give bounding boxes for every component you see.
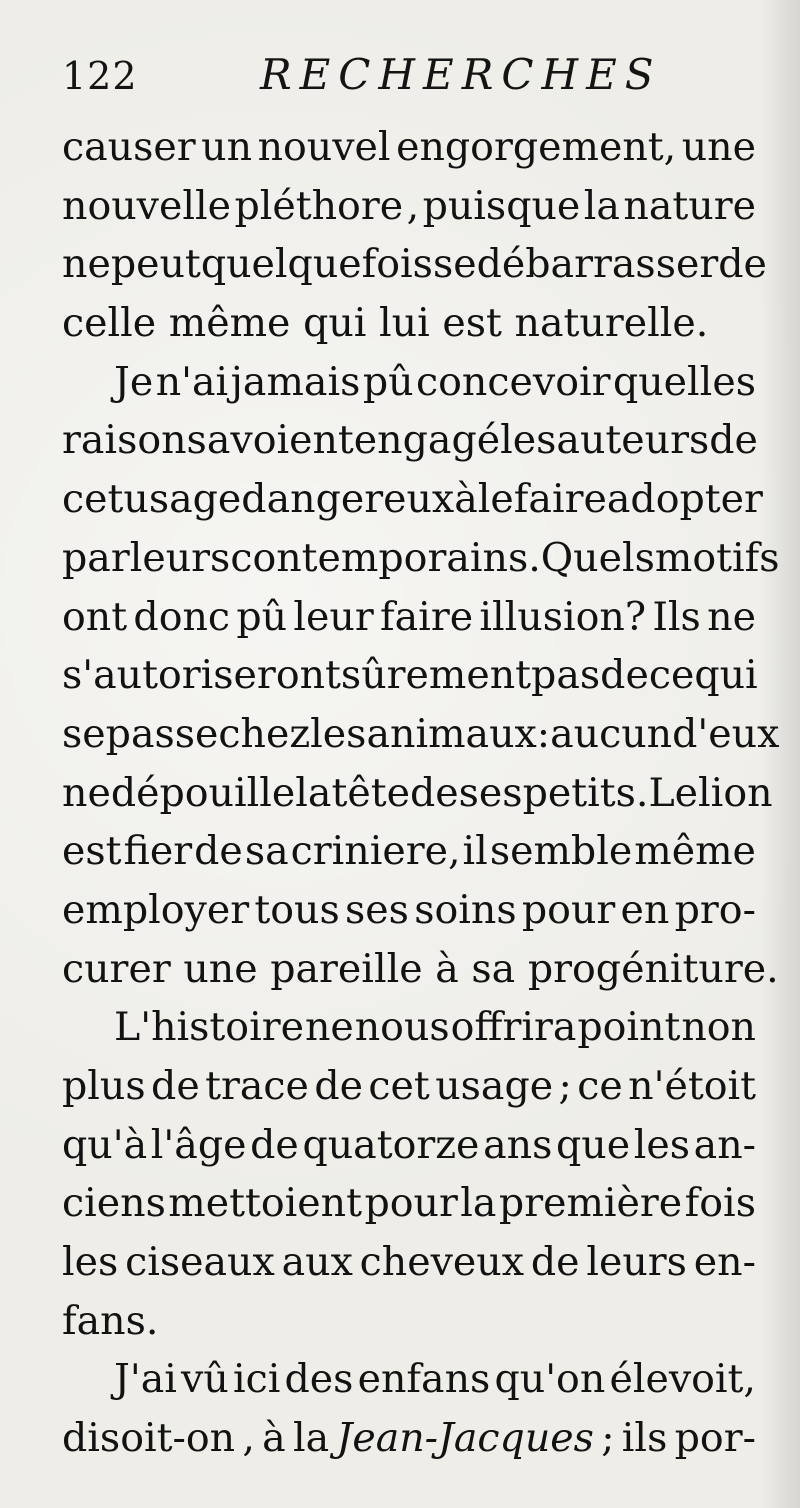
word: ciseaux <box>125 1239 275 1286</box>
word: qui <box>694 652 758 699</box>
word: en <box>620 886 670 933</box>
word: pour <box>521 886 616 933</box>
running-title: RECHERCHES <box>260 50 662 99</box>
word: soins <box>414 886 517 933</box>
word: usage <box>435 1063 554 1109</box>
word: dépouille <box>110 769 296 816</box>
text-line <box>62 588 756 647</box>
word: une <box>183 945 258 992</box>
word: ne <box>62 769 111 816</box>
word: non <box>681 1004 756 1051</box>
word: débarrasser <box>476 241 719 288</box>
word: Jean-Jacques <box>336 1415 594 1462</box>
word: cet <box>62 476 124 523</box>
word: de <box>409 769 459 816</box>
word: puisque <box>422 182 581 229</box>
word: chez <box>218 710 311 757</box>
word: que <box>555 1121 631 1168</box>
word: pû <box>362 358 414 405</box>
word: est <box>62 828 122 875</box>
word: sa <box>471 945 516 992</box>
word: pro- <box>674 886 756 933</box>
text-line <box>62 822 756 881</box>
word: mettoient <box>168 1180 362 1227</box>
word: de <box>530 1239 580 1286</box>
word: curer <box>62 945 171 992</box>
word: trace <box>205 1063 309 1109</box>
word: la <box>295 769 332 816</box>
word: pû <box>236 593 288 640</box>
word: semble <box>489 828 633 875</box>
text-line <box>62 294 756 353</box>
word: donc <box>133 593 231 640</box>
word: dangereux <box>241 476 455 523</box>
word: est <box>442 300 502 347</box>
word: lui <box>379 300 430 347</box>
word: ; <box>558 1063 572 1109</box>
word: peut <box>110 241 201 288</box>
text-line <box>62 881 756 940</box>
word: animaux: <box>366 710 551 757</box>
word: aucun <box>550 710 673 757</box>
body-text <box>62 118 780 1468</box>
word: celle <box>62 300 157 347</box>
word: à <box>435 945 459 992</box>
word: ne <box>707 593 756 640</box>
word: ne <box>62 241 111 288</box>
word: qui <box>303 300 367 347</box>
running-head <box>62 46 762 106</box>
word: faire <box>380 593 474 640</box>
text-line <box>62 1057 756 1116</box>
word: cet <box>368 1063 430 1109</box>
word: même <box>168 300 291 347</box>
word: par <box>62 534 130 581</box>
word: leur <box>293 593 374 640</box>
word: raisons <box>62 417 207 464</box>
word: nouvel <box>257 124 391 170</box>
word: jamais <box>230 358 361 405</box>
word: nous <box>354 1004 450 1051</box>
word: quelles <box>612 358 756 405</box>
word: faire <box>513 476 607 523</box>
word: , <box>242 1415 255 1462</box>
text-line <box>62 705 780 764</box>
word: à <box>454 476 478 523</box>
word: n'étoit <box>628 1063 756 1109</box>
word: sa <box>244 828 289 875</box>
word: élevoit, <box>609 1356 756 1403</box>
word: nature <box>623 182 756 229</box>
word: leurs <box>129 534 231 581</box>
word: un <box>201 124 253 170</box>
word: ont <box>62 593 128 640</box>
word: aux <box>281 1239 353 1286</box>
word: le <box>477 476 514 523</box>
word: première <box>498 1180 683 1227</box>
word: la <box>293 1415 330 1462</box>
word: criniere, <box>290 828 461 875</box>
text-line <box>62 353 756 412</box>
word: de <box>151 1063 200 1109</box>
word: ils <box>621 1415 668 1462</box>
word: engorgement, <box>396 124 677 170</box>
word: l'âge <box>150 1121 247 1168</box>
word: de <box>718 241 767 288</box>
word: ce <box>648 652 695 699</box>
word: illusion? <box>479 593 647 640</box>
word: les <box>62 1239 119 1286</box>
word: les <box>500 417 557 464</box>
word: Je <box>114 358 154 405</box>
word: J'ai <box>114 1356 177 1403</box>
word: lion <box>698 769 773 816</box>
word: se <box>62 710 106 757</box>
text-line <box>62 1350 756 1409</box>
word: contemporains. <box>230 534 541 581</box>
word: petits. <box>522 769 649 816</box>
word: Quels <box>540 534 655 581</box>
word: ne <box>304 1004 354 1051</box>
word: ce <box>577 1063 623 1109</box>
word: fois <box>684 1180 756 1227</box>
word: Ils <box>652 593 701 640</box>
text-line <box>62 1409 756 1468</box>
word: offrira <box>450 1004 577 1051</box>
word: pléthore <box>234 182 404 229</box>
text-line <box>62 1233 756 1292</box>
text-line <box>62 1116 756 1175</box>
word: de <box>600 652 649 699</box>
word: la <box>460 1180 497 1227</box>
word: sûrement <box>340 652 532 699</box>
word: , <box>406 182 420 229</box>
word: por- <box>674 1415 756 1462</box>
word: L'histoire <box>114 1004 304 1051</box>
text-line <box>62 411 756 470</box>
word: pour <box>364 1180 458 1227</box>
word: ans <box>483 1121 553 1168</box>
word: à <box>262 1415 286 1462</box>
word: les <box>310 710 367 757</box>
text-line <box>62 470 763 529</box>
word: avoient <box>206 417 354 464</box>
text-line <box>62 235 767 294</box>
word: disoit-on <box>62 1415 236 1462</box>
word: n'ai <box>155 358 229 405</box>
word: tous <box>254 886 340 933</box>
word: il <box>462 828 488 875</box>
text-line <box>62 118 756 177</box>
word: plus <box>62 1063 146 1109</box>
word: même <box>634 828 756 875</box>
word: des <box>284 1356 354 1403</box>
word: nouvelle <box>62 182 231 229</box>
word: usage <box>123 476 242 523</box>
word: de <box>314 1063 364 1109</box>
word: fans. <box>62 1297 159 1344</box>
text-line <box>62 646 756 705</box>
word: vû <box>181 1356 229 1403</box>
word: progéniture. <box>527 945 779 992</box>
text-line <box>62 940 779 999</box>
word: une <box>681 124 756 170</box>
word: la <box>583 182 620 229</box>
word: enfans <box>357 1356 491 1403</box>
word: quelquefois <box>200 241 433 288</box>
word: leurs <box>586 1239 687 1286</box>
word: cheveux <box>359 1239 525 1286</box>
text-line <box>62 764 773 823</box>
text-line <box>62 177 756 236</box>
word: d'eux <box>672 710 780 757</box>
word: point <box>577 1004 681 1051</box>
word: concevoir <box>416 358 611 405</box>
word: pas <box>531 652 601 699</box>
word: auteurs <box>556 417 710 464</box>
word: ici <box>232 1356 281 1403</box>
word: motifs <box>654 534 780 581</box>
word: quatorze <box>302 1121 480 1168</box>
word: les <box>633 1121 691 1168</box>
word: employer <box>62 886 250 933</box>
word: naturelle. <box>514 300 709 347</box>
word: engagé <box>353 417 501 464</box>
word: adopter <box>606 476 763 523</box>
word: ; <box>601 1415 615 1462</box>
word: ciens <box>62 1180 166 1227</box>
word: an- <box>693 1121 756 1168</box>
word: s'autoriseront <box>62 652 341 699</box>
word: de <box>709 417 758 464</box>
text-line <box>62 998 756 1057</box>
word: de <box>250 1121 299 1168</box>
word: qu'on <box>494 1356 606 1403</box>
text-line <box>62 1174 756 1233</box>
word: tête <box>331 769 410 816</box>
word: ses <box>345 886 409 933</box>
page-number: 122 <box>62 54 138 98</box>
word: se <box>432 241 477 288</box>
word: causer <box>62 124 196 170</box>
word: fier <box>123 828 193 875</box>
text-line <box>62 1292 756 1351</box>
word: de <box>194 828 243 875</box>
word: qu'à <box>62 1121 148 1168</box>
word: passe <box>105 710 219 757</box>
word: pareille <box>270 945 423 992</box>
text-line <box>62 529 780 588</box>
word: en- <box>693 1239 756 1286</box>
word: ses <box>458 769 523 816</box>
word: Le <box>648 769 699 816</box>
